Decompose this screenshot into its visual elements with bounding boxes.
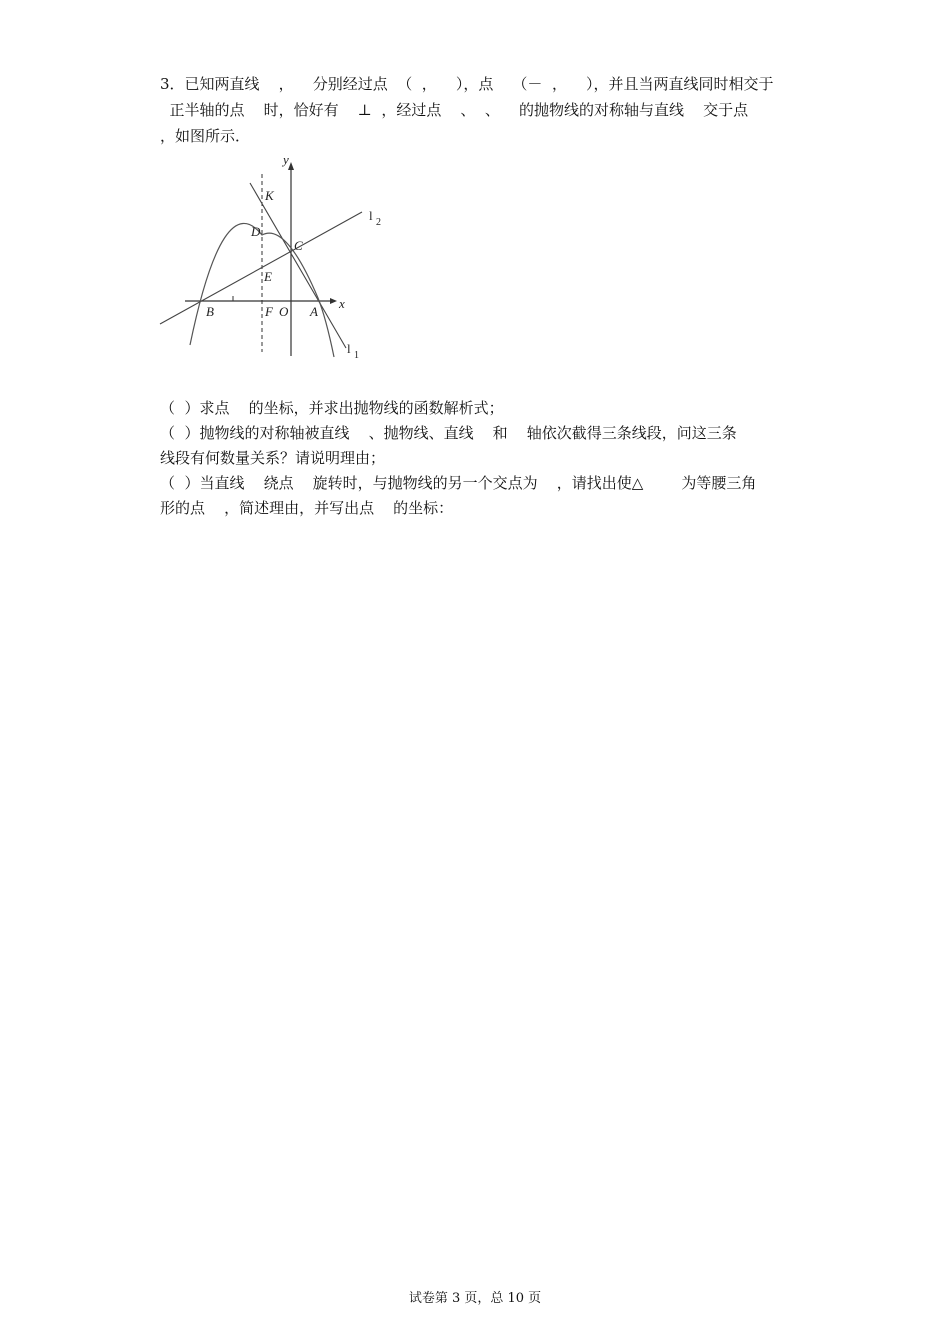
x-axis-label: x [339,296,345,311]
line-l2-label: l [369,208,373,223]
question-line-2: 正半轴的点 时，恰好有 ⊥ ，经过点 、 、 的抛物线的对称轴与直线 交于点 [160,101,749,119]
point-C-label: C [294,238,303,253]
point-F-label: F [265,304,273,319]
page-footer: 试卷第 3 页，总 10 页 [408,1291,542,1306]
part-3-text-line-1: （ ）当直线 绕点 旋转时，与抛物线的另一个交点为 ，请找出使△ 为等腰三角 [160,474,757,492]
part-2-text-line-2: 线段有何数量关系？请说明理由； [160,449,386,467]
line-l1-label: l [347,341,351,356]
line-l1-subscript: 1 [354,350,359,361]
point-E-label: E [264,269,272,284]
y-axis-arrow [288,162,294,170]
point-D-label: D [251,224,261,239]
part-1-text: （ ）求点 的坐标，并求出抛物线的函数解析式； [160,399,504,417]
line-l2 [160,212,362,324]
point-B-label: B [206,304,214,319]
question-line-3: ，如图所示． [160,127,251,145]
y-axis-label: y [283,152,289,167]
point-O-label: O [279,304,289,319]
line-l2-subscript: 2 [376,217,381,228]
point-K-label: K [265,188,274,203]
part-2-text-line-1: （ ）抛物线的对称轴被直线 、抛物线、直线 和 轴依次截得三条线段，问这三条 [160,424,737,442]
x-axis-arrow [330,298,337,304]
point-A-label: A [310,304,318,319]
part-3-text-line-2: 形的点 ，简述理由，并写出点 的坐标： [160,499,454,517]
question-line-1: 3．已知两直线 ， 分别经过点 （ ， ），点 （－ ， ），并且当两直线同时相交于 [160,75,774,93]
